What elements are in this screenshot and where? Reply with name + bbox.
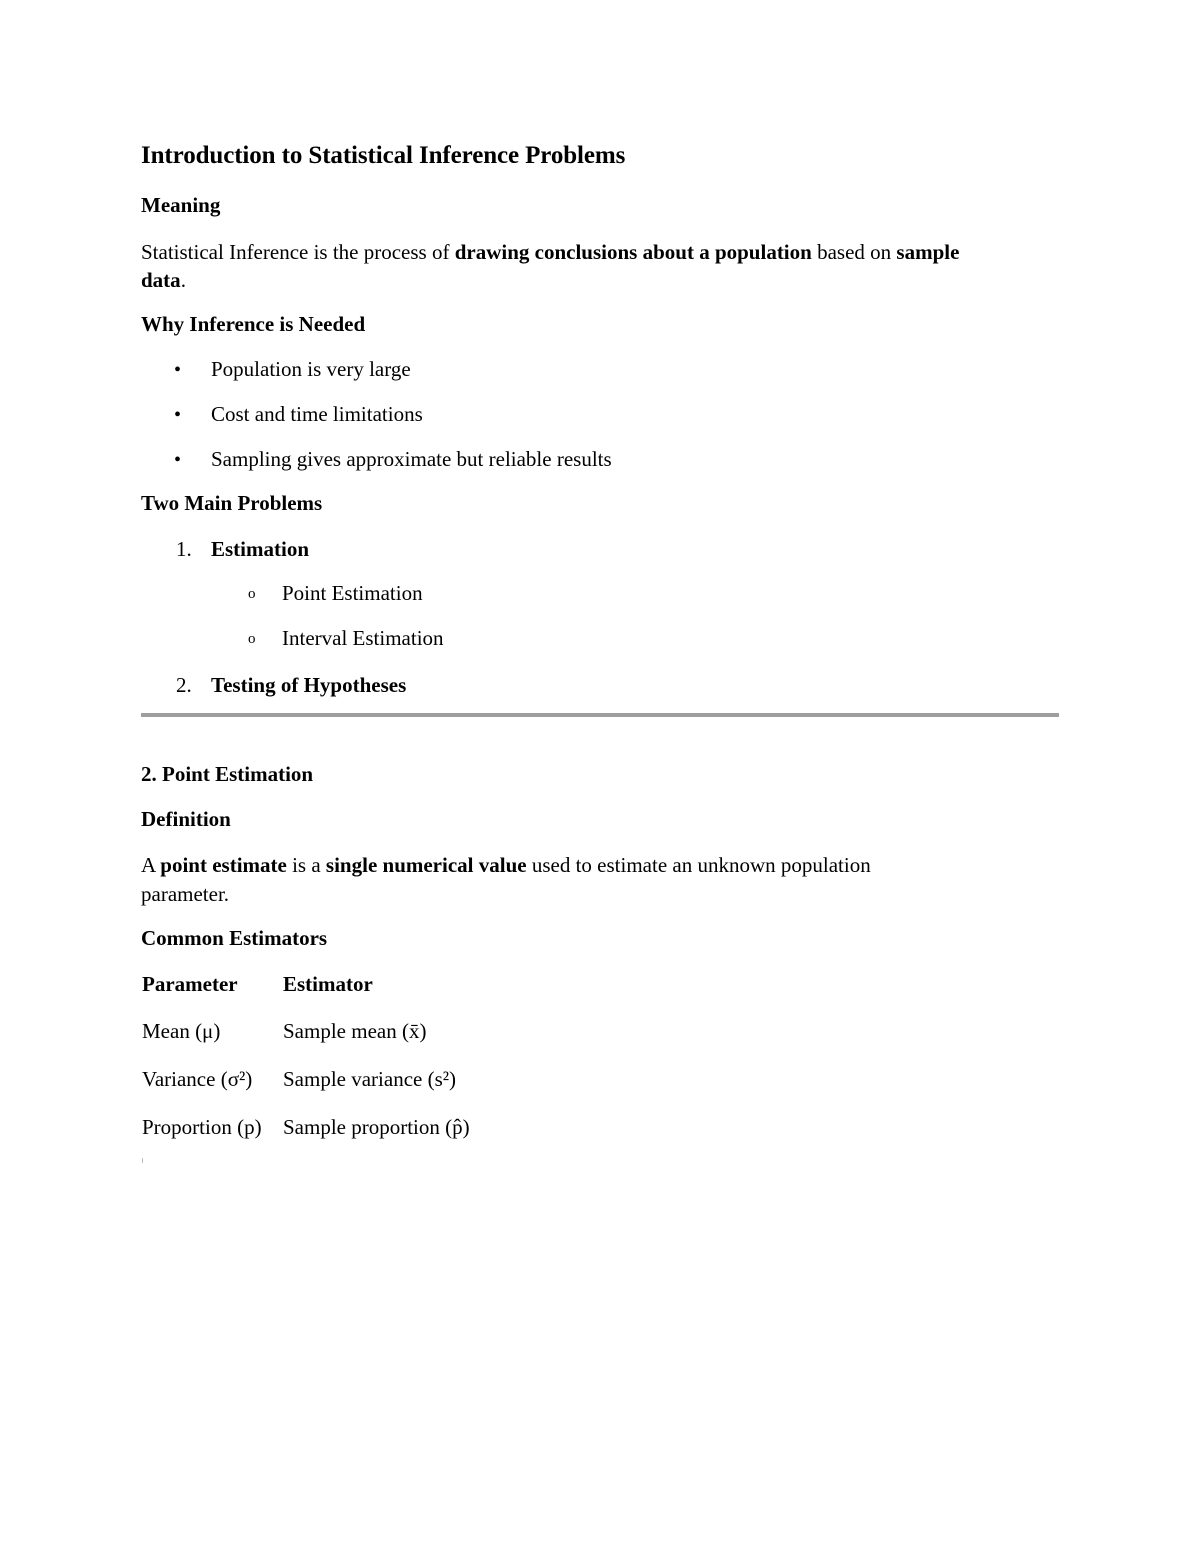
problems-heading: Two Main Problems [141,491,323,515]
sub-list-item: Interval Estimation [282,626,444,650]
meaning-text: Statistical Inference is the process of [141,240,455,264]
table-cell: Variance (σ²) [142,1067,253,1091]
bullet-icon: • [174,359,182,381]
meaning-paragraph [141,238,1059,294]
bullet-icon: • [174,449,182,471]
table-header: Parameter [142,972,238,996]
table-cell: Sample mean (x̄) [283,1019,427,1043]
definition-text: parameter. [141,882,230,906]
list-item: Estimation [211,537,310,561]
horizontal-rule [141,713,1059,717]
list-number: 2. [176,673,192,697]
definition-text: A [141,853,161,877]
definition-text: is a [286,853,326,877]
table-header: Estimator [283,972,373,996]
bullet-icon: • [174,404,182,426]
list-item: Sampling gives approximate but reliable results [211,447,612,471]
table-cell: Sample proportion (p̂) [283,1115,470,1139]
definition-heading: Definition [141,807,231,831]
list-item: Cost and time limitations [211,402,423,426]
meaning-emphasis: drawing conclusions about a population [454,240,812,264]
meaning-text: based on [811,240,897,264]
sub-list-item: Point Estimation [282,581,423,605]
definition-emphasis: point estimate [160,853,287,877]
why-heading: Why Inference is Needed [141,312,366,336]
table-cell: Mean (μ) [142,1019,221,1043]
list-number: 1. [176,537,192,561]
list-item: Testing of Hypotheses [211,673,407,697]
table-cell: Proportion (p) [142,1115,262,1139]
meaning-heading: Meaning [141,193,221,217]
section-title: Introduction to Statistical Inference Problems [141,142,626,169]
list-item: Population is very large [211,357,411,381]
circle-bullet-icon: o [248,631,256,647]
meaning-emphasis: data [141,268,181,292]
cursor-mark [142,1158,143,1163]
table-cell: Sample variance (s²) [283,1067,457,1091]
meaning-text: . [180,268,186,292]
meaning-emphasis: sample [896,240,960,264]
definition-paragraph [141,851,871,909]
section-title: 2. Point Estimation [141,762,314,786]
definition-emphasis: single numerical value [325,853,527,877]
estimators-heading: Common Estimators [141,926,328,950]
circle-bullet-icon: o [248,586,256,602]
definition-text: used to estimate an unknown population [526,853,871,877]
